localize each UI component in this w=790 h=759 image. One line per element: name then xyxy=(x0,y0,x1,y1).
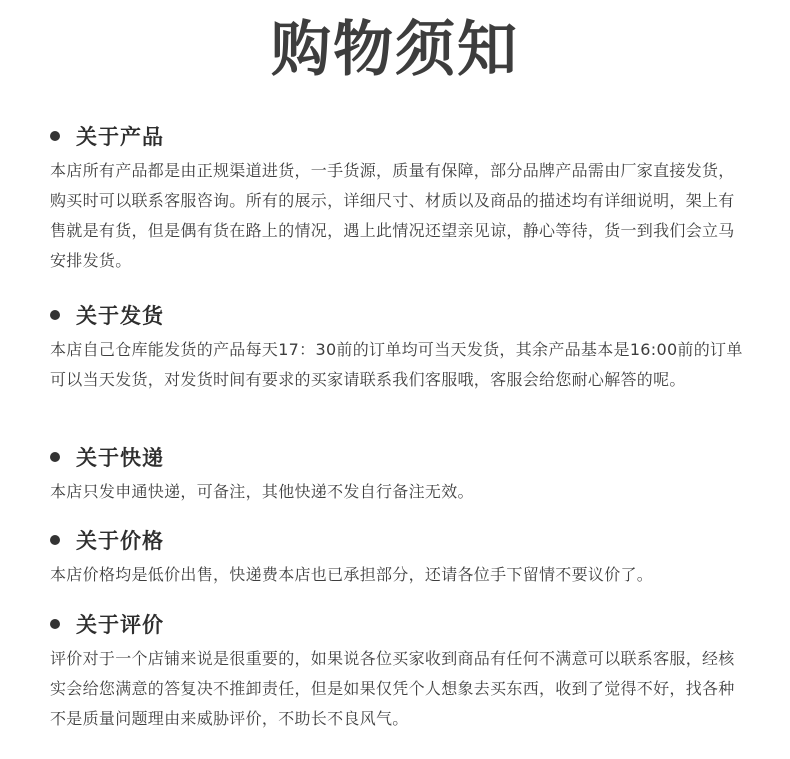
bullet-icon xyxy=(50,535,60,545)
section-body-text: 本店所有产品都是由正规渠道进货，一手货源，质量有保障，部分品牌产品需由厂家直接发货，购买时可以联系客服咨询。所有的展示，详细尺寸、材质以及商品的描述均有详细说明，架上有售就是有货，但是偶有货在路上的情况，遇上此情况还望亲见谅，静心等待，货一到我们会立马安排发货。 xyxy=(50,161,735,270)
section-heading-text: 关于发货 xyxy=(76,304,164,328)
section-heading-text: 关于评价 xyxy=(76,613,164,637)
section-shipping xyxy=(50,299,750,395)
section-body-text: 评价对于一个店铺来说是很重要的，如果说各位买家收到商品有任何不满意可以联系客服，经核实会给您满意的答复决不推卸责任，但是如果仅凭个人想象去买东西，收到了觉得不好，找各种不是质量问题理由来威胁评价，不助长不良风气。 xyxy=(50,649,735,728)
section-courier xyxy=(50,441,750,507)
section-heading-text: 关于价格 xyxy=(76,529,164,553)
section-heading xyxy=(50,608,750,640)
section-review xyxy=(50,608,750,734)
section-heading-text: 关于产品 xyxy=(76,125,164,149)
section-body-text: 本店价格均是低价出售，快递费本店也已承担部分，还请各位手下留情不要议价了。 xyxy=(50,565,654,584)
bullet-icon xyxy=(50,452,60,462)
section-price xyxy=(50,524,750,590)
bullet-icon xyxy=(50,131,60,141)
section-heading-text: 关于快递 xyxy=(76,446,164,470)
section-body-text: 本店自己仓库能发货的产品每天17：30前的订单均可当天发货，其余产品基本是16:00前的订单可以当天发货，对发货时间有要求的买家请联系我们客服哦，客服会给您耐心解答的呢。 xyxy=(50,340,743,389)
bullet-icon xyxy=(50,619,60,629)
section-heading xyxy=(50,524,750,556)
page-title: 购物须知 xyxy=(271,15,519,85)
bullet-icon xyxy=(50,310,60,320)
section-heading xyxy=(50,441,750,473)
section-heading xyxy=(50,120,750,152)
section-body-text: 本店只发申通快递，可备注，其他快递不发自行备注无效。 xyxy=(50,482,474,501)
section-product xyxy=(50,120,750,276)
section-heading xyxy=(50,299,750,331)
